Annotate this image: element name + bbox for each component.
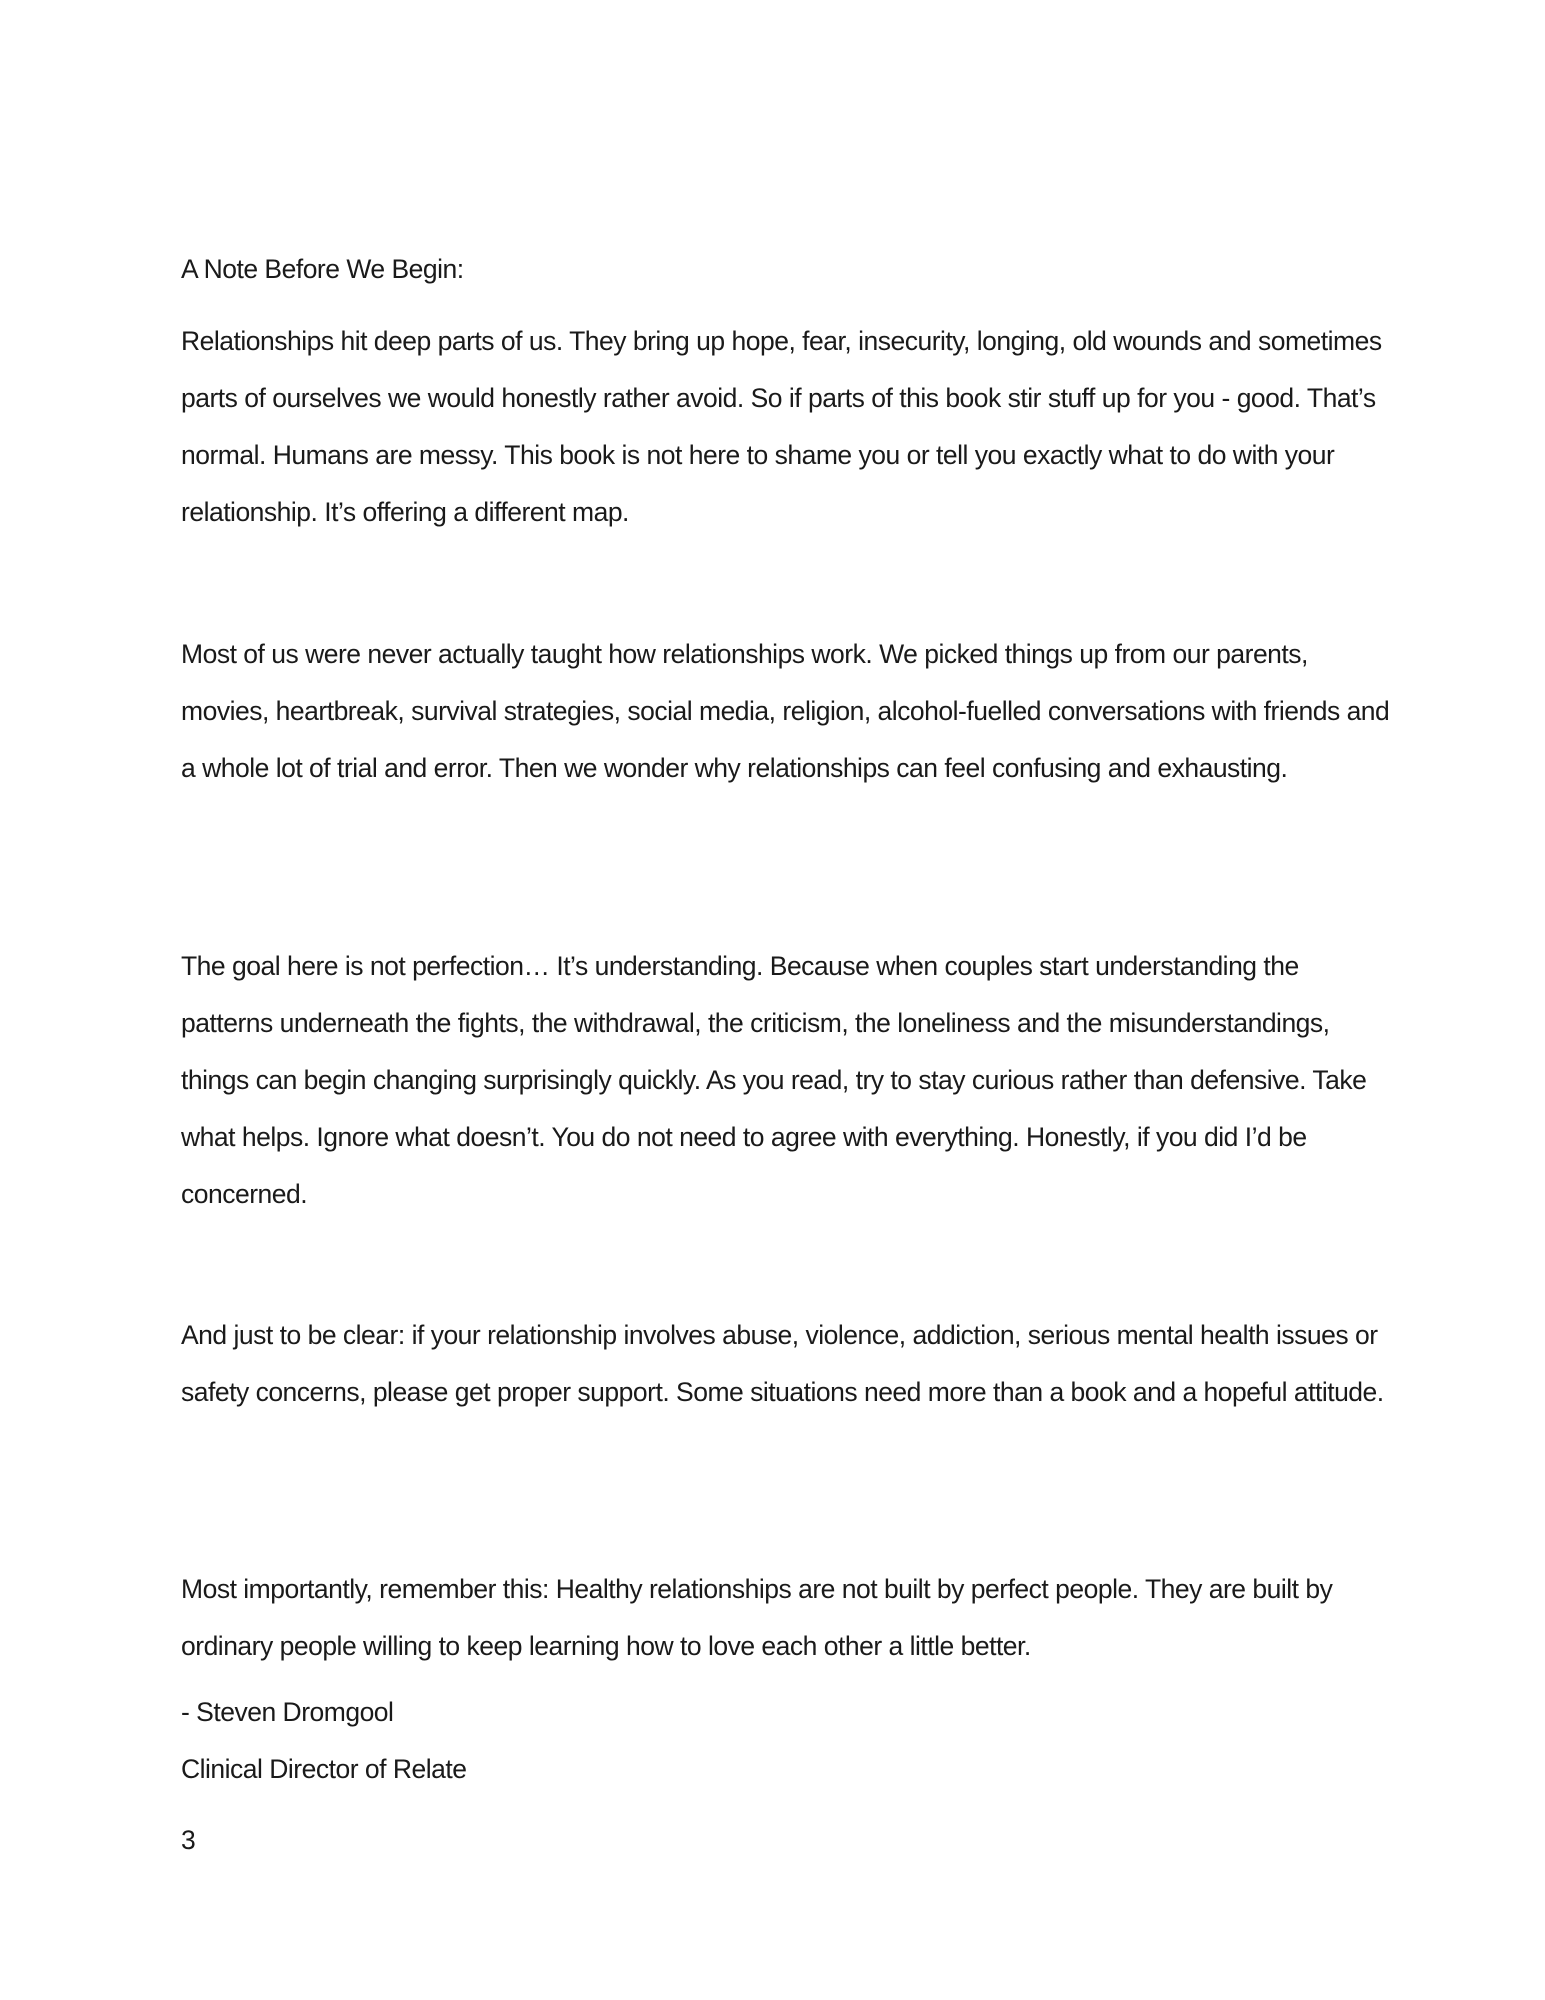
page-heading: A Note Before We Begin: xyxy=(181,254,464,284)
paragraph-learning: Most of us were never actually taught how relationships work. We picked things up from our parents, movies, heartbreak, survival strategies, social media, religion, alcohol-fuelled conversations with friends and a whole lot of trial and error. Then we wonder why relationships can feel confusing and exhausting. xyxy=(181,639,1390,783)
paragraph-intro: Relationships hit deep parts of us. They bring up hope, fear, insecurity, longing, old wounds and sometimes parts of ourselves we would honestly rather avoid. So if parts of this book stir stuff up for you - good. That’s normal. Humans are messy. This book is not here to shame you or tell you exactly what to do with your relationship. It’s offering a different map. xyxy=(181,326,1382,527)
paragraph-safety: And just to be clear: if your relationship involves abuse, violence, addiction, serious mental health issues or safety concerns, please get proper support. Some situations need more than a book and a hopeful attitude. xyxy=(181,1320,1384,1407)
author-role: Clinical Director of Relate xyxy=(181,1754,467,1784)
author-signature: - Steven Dromgool xyxy=(181,1697,394,1727)
page-number: 3 xyxy=(181,1825,196,1855)
paragraph-closing: Most importantly, remember this: Healthy relationships are not built by perfect people. They are built by ordinary people willing to keep learning how to love each other a little better. xyxy=(181,1574,1333,1661)
paragraph-goal: The goal here is not perfection… It’s understanding. Because when couples start understanding the patterns underneath the fights, the withdrawal, the criticism, the loneliness and the misunderstandings, things can begin changing surprisingly quickly. As you read, try to stay curious rather than defensive. Take what helps. Ignore what doesn’t. You do not need to agree with everything. Honestly, if you did I’d be concerned. xyxy=(181,951,1367,1209)
